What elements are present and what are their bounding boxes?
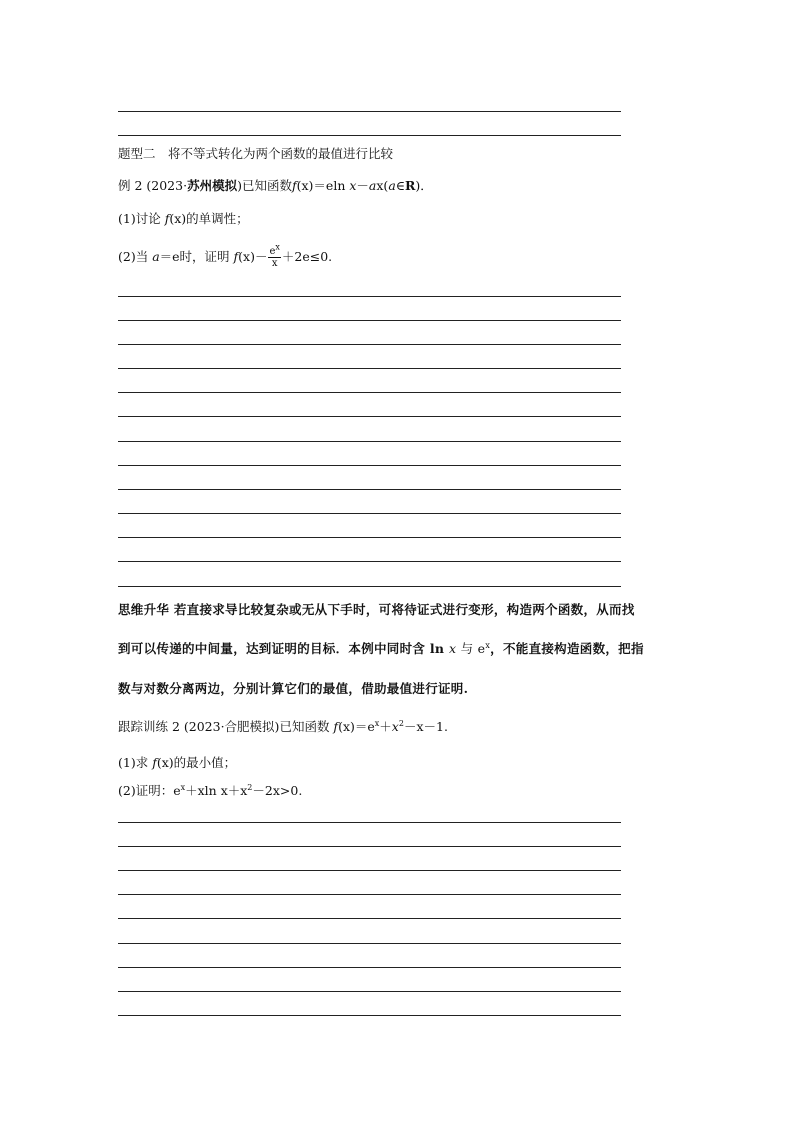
answer-line: [118, 918, 621, 919]
math-f: f: [164, 211, 170, 226]
part-text: (x)的单调性；: [169, 211, 249, 226]
example-2-part-1: [118, 211, 249, 227]
example-2-statement: [118, 178, 433, 194]
answer-line: [118, 1015, 621, 1016]
answer-line: [118, 441, 621, 442]
math-f: f: [291, 178, 297, 193]
answer-line: [118, 870, 621, 871]
answer-line: [118, 513, 621, 514]
answer-line: [118, 894, 621, 895]
answer-line: [118, 943, 621, 944]
insight-line-1: [118, 602, 635, 618]
math-f: f: [233, 249, 239, 264]
math-f: f: [152, 755, 157, 770]
practice-2-statement: [118, 719, 448, 735]
math-f: f: [333, 719, 339, 734]
math-var: a: [152, 249, 160, 264]
example-text: )已知函数: [237, 178, 292, 193]
answer-line: [118, 489, 621, 490]
insight-line-2: [118, 641, 644, 657]
insight-text: 若直接求导比较复杂或无从下手时，可将待证式进行变形，构造两个函数，从而找: [173, 602, 635, 617]
answer-line: [118, 344, 621, 345]
answer-line: [118, 846, 621, 847]
math-var: a: [368, 178, 377, 193]
example-source: 苏州模拟: [187, 178, 238, 193]
part-label: (1)求: [118, 755, 153, 770]
math-text: ＋: [379, 719, 392, 734]
fraction-numerator: $e^x$: [269, 242, 280, 257]
fraction-denominator: x: [271, 258, 278, 269]
math-set: R: [405, 178, 416, 193]
math-text: －: [356, 178, 369, 193]
example-prefix: 例 2 (2023·: [118, 178, 188, 193]
answer-line: [118, 368, 621, 369]
math-text: (x)＝e: [338, 719, 375, 734]
insight-text: 到可以传递的中间量，达到证明的目标．本例中同时含 ln: [118, 641, 449, 656]
answer-line: [118, 135, 621, 136]
math-text: x(: [376, 178, 389, 193]
answer-line: [118, 561, 621, 562]
part-text: ＝e时，证明: [159, 249, 234, 264]
answer-line: [118, 416, 621, 417]
math-text: －x－1.: [403, 719, 448, 734]
fraction: [268, 242, 280, 269]
math-var: x: [391, 719, 399, 734]
answer-line: [118, 111, 621, 112]
answer-line: [118, 537, 621, 538]
practice-2-part-2: [118, 783, 302, 799]
math-text: ∈: [395, 178, 406, 193]
example-2-part-2: [118, 242, 333, 269]
answer-line: [118, 991, 621, 992]
math-sup: 2: [247, 782, 253, 792]
math-text: ＋2e≤0.: [281, 249, 333, 264]
answer-line: [118, 392, 621, 393]
answer-line: [118, 586, 621, 587]
insight-text: 与 e: [456, 641, 486, 656]
practice-text: 跟踪训练 2 (2023·合肥模拟)已知函数: [118, 719, 334, 734]
answer-line: [118, 822, 621, 823]
section-heading: 题型二 将不等式转化为两个函数的最值进行比较: [118, 146, 394, 161]
answer-line: [118, 320, 621, 321]
math-sup: 2: [398, 718, 404, 728]
answer-line: [118, 967, 621, 968]
part-label: (2)当: [118, 249, 153, 264]
math-var: x: [349, 178, 357, 193]
math-text: (x): [296, 178, 314, 193]
practice-2-part-1: [118, 755, 236, 771]
math-var: x: [448, 641, 457, 656]
math-sup: x: [180, 782, 186, 792]
math-sup: x: [374, 718, 380, 728]
insight-text: ，不能直接构造函数，把指: [490, 641, 644, 656]
math-var: a: [388, 178, 396, 193]
insight-line-3: 数与对数分离两边，分别计算它们的最值，借助最值进行证明.: [118, 681, 469, 696]
math-text: ＝eln: [313, 178, 350, 193]
part-label: (1)讨论: [118, 211, 165, 226]
part-text: (x)的最小值；: [156, 755, 237, 770]
insight-label: 思维升华: [118, 602, 170, 617]
answer-line: [118, 465, 621, 466]
part-label: (2)证明：e: [118, 783, 181, 798]
answer-line: [118, 296, 621, 297]
math-text: )．: [415, 178, 433, 193]
math-text: －2x>0.: [252, 783, 303, 798]
math-sup: x: [485, 640, 491, 650]
math-text: (x)－: [238, 249, 268, 264]
math-text: ＋xln x＋x: [185, 783, 248, 798]
